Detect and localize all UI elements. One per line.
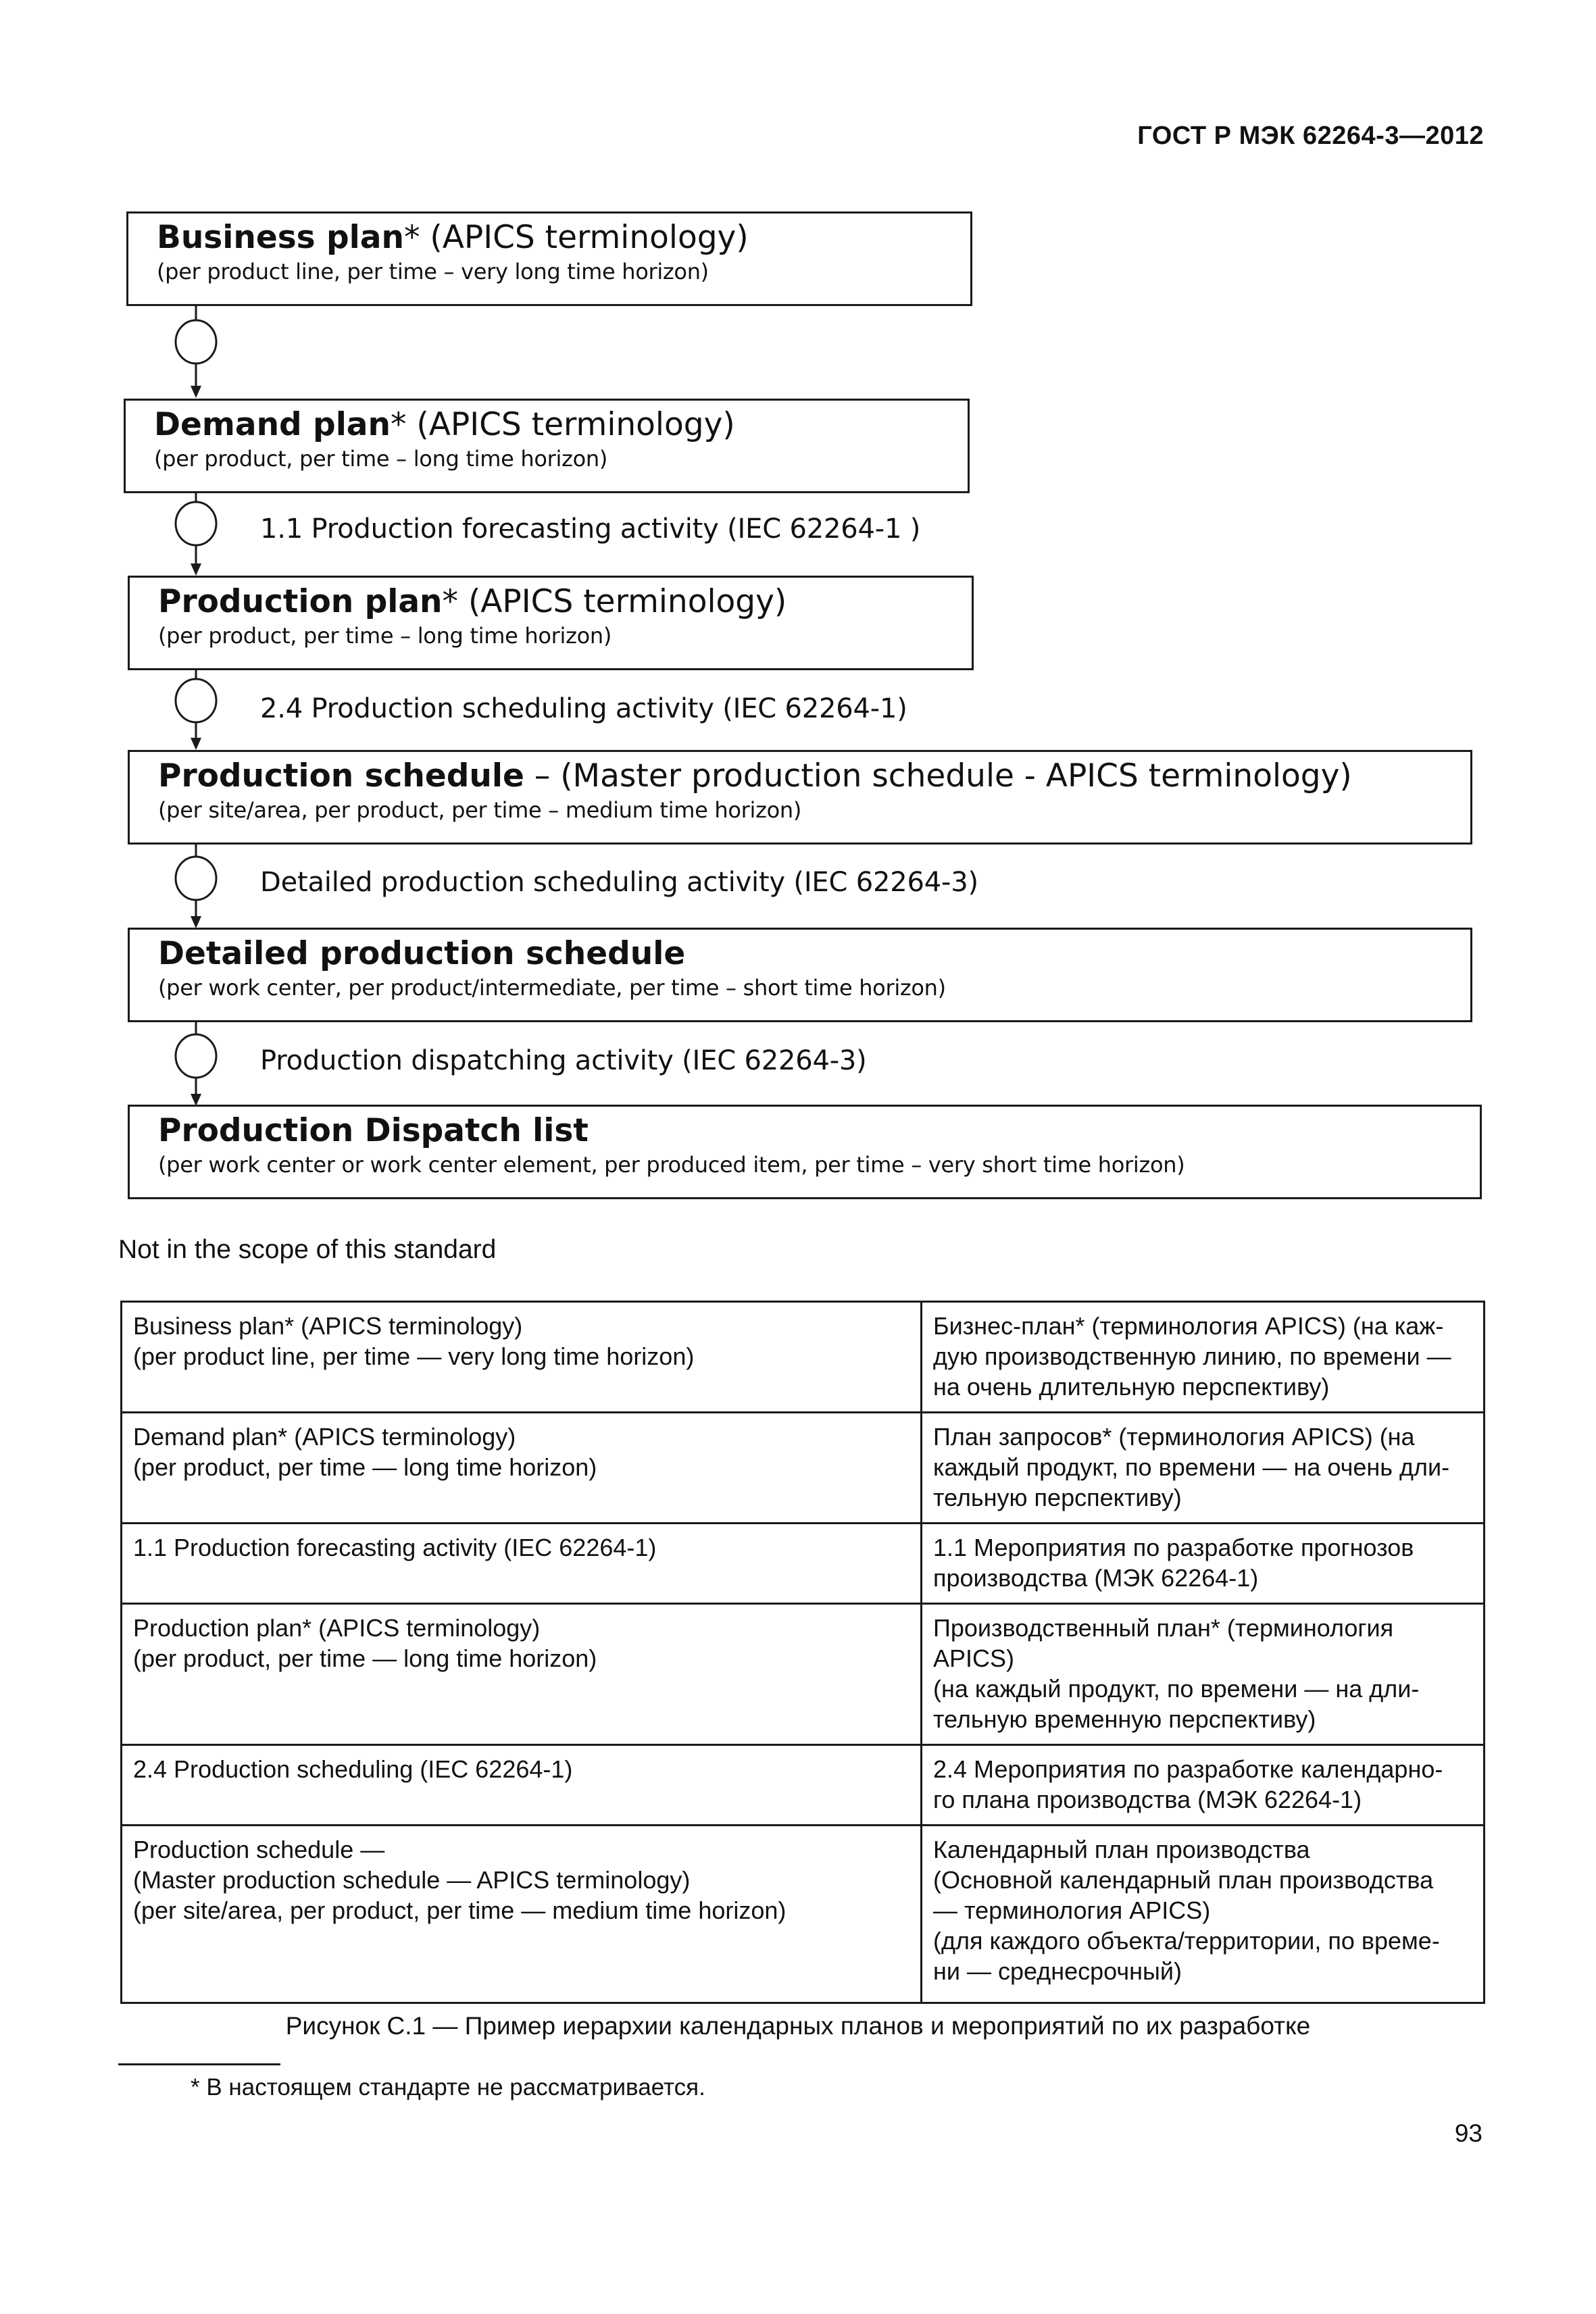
table-cell-russian: Календарный план производства (Основной календарный план производства — терминология APICS) (для каждого объекта/территории, по време- ни — среднесрочный)	[922, 1826, 1485, 2003]
flow-box-detailed-production-schedule	[128, 928, 1472, 1022]
flow-box-subtitle: (per work center or work center element, per produced item, per time – very short time horizon)	[158, 1152, 1185, 1178]
flow-box-subtitle: (per product, per time – long time horizon)	[154, 446, 608, 472]
footnote-divider	[118, 2063, 280, 2065]
table-cell-english: Business plan* (APICS terminology) (per product line, per time — very long time horizon)	[122, 1302, 922, 1413]
flow-box-title: Production Dispatch list	[158, 1112, 589, 1149]
table-cell-russian: 1.1 Мероприятия по разработке прогнозов производства (МЭК 62264-1)	[922, 1524, 1485, 1604]
table-row	[122, 1745, 1485, 1826]
page-number: 93	[1454, 2119, 1482, 2147]
flow-box-production-plan	[128, 576, 974, 670]
document-header: ГОСТ Р МЭК 62264-3—2012	[1137, 122, 1484, 150]
table-row	[122, 1826, 1485, 2003]
table-cell-english: 1.1 Production forecasting activity (IEC 62264-1)	[122, 1524, 922, 1604]
table-cell-english: Production plan* (APICS terminology) (per product, per time — long time horizon)	[122, 1604, 922, 1745]
flow-box-subtitle: (per work center, per product/intermediate, per time – short time horizon)	[158, 975, 946, 1001]
table-cell-english: Demand plan* (APICS terminology) (per product, per time — long time horizon)	[122, 1413, 922, 1524]
connector-arrow-2	[169, 493, 223, 577]
scope-note: Not in the scope of this standard	[118, 1235, 497, 1264]
footnote: * В настоящем стандарте не рассматривается.	[191, 2074, 705, 2101]
table-cell-english: 2.4 Production scheduling (IEC 62264-1)	[122, 1745, 922, 1826]
table-cell-english: Production schedule — (Master production schedule — APICS terminology) (per site/area, per product, per time — medium time horizon)	[122, 1826, 922, 2003]
table-row	[122, 1413, 1485, 1524]
flow-box-subtitle: (per site/area, per product, per time – medium time horizon)	[158, 797, 802, 823]
activity-label: Production dispatching activity (IEC 62264-3)	[260, 1045, 867, 1076]
flow-box-subtitle: (per product line, per time – very long time horizon)	[157, 259, 709, 284]
flow-box-title: Production schedule – (Master production schedule - APICS terminology)	[158, 757, 1352, 795]
translation-table	[120, 1301, 1485, 2004]
connector-arrow-3	[169, 670, 223, 751]
flow-box-subtitle: (per product, per time – long time horizon)	[158, 623, 612, 649]
flow-box-production-dispatch-list	[128, 1105, 1482, 1199]
table-cell-russian: Бизнес-план* (терминология APICS) (на каж- дую производственную линию, по времени — на очень длительную перспективу)	[922, 1302, 1485, 1413]
flow-box-title: Business plan* (APICS terminology)	[157, 219, 749, 256]
flow-box-title: Demand plan* (APICS terminology)	[154, 406, 735, 443]
activity-label: 1.1 Production forecasting activity (IEC 62264-1 )	[260, 513, 921, 545]
flow-box-demand-plan	[124, 399, 970, 493]
table-cell-russian: План запросов* (терминология APICS) (на каждый продукт, по времени — на очень дли- тельную перспективу)	[922, 1413, 1485, 1524]
figure-caption: Рисунок С.1 — Пример иерархии календарных планов и мероприятий по их разработке	[285, 2012, 1311, 2040]
flow-box-title: Detailed production schedule	[158, 935, 686, 972]
table-row	[122, 1302, 1485, 1413]
connector-arrow-5	[169, 1022, 223, 1107]
table-row	[122, 1604, 1485, 1745]
connector-arrow-4	[169, 845, 223, 930]
flow-box-business-plan	[126, 211, 972, 306]
flow-box-title: Production plan* (APICS terminology)	[158, 583, 787, 620]
flow-box-production-schedule	[128, 750, 1472, 845]
activity-label: 2.4 Production scheduling activity (IEC 62264-1)	[260, 693, 907, 724]
table-cell-russian: 2.4 Мероприятия по разработке календарно- го плана производства (МЭК 62264-1)	[922, 1745, 1485, 1826]
connector-arrow-1	[169, 306, 223, 401]
table-row	[122, 1524, 1485, 1604]
table-cell-russian: Производственный план* (терминология APICS) (на каждый продукт, по времени — на дли- тельную временную перспективу)	[922, 1604, 1485, 1745]
activity-label: Detailed production scheduling activity (IEC 62264-3)	[260, 867, 978, 898]
